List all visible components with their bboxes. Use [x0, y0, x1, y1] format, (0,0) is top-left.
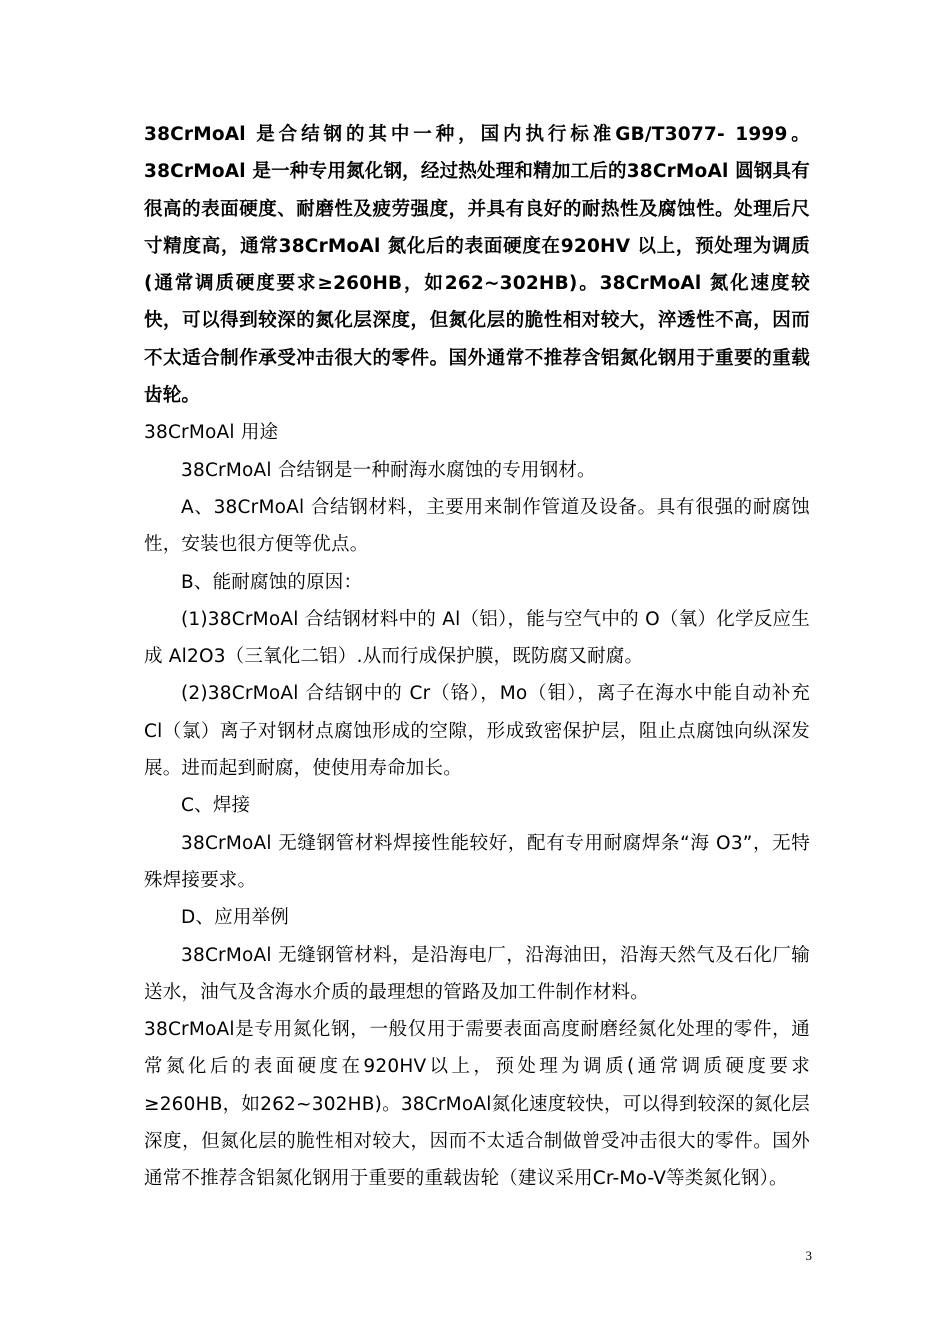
page-number: 3 [805, 1248, 812, 1263]
paragraph-item-a: A、38CrMoAl 合结钢材料，主要用来制作管道及设备。具有很强的耐腐蚀性，安装也很方便等优点。 [144, 496, 810, 556]
paragraph-item-d: D、应用举例 [181, 907, 289, 929]
document-body [144, 116, 810, 1198]
paragraph-nitriding-summary: 38CrMoAl是专用氮化钢，一般仅用于需要表面高度耐磨经氮化处理的零件，通常氮化后的表面硬度在920HV以上，预处理为调质(通常调质硬度要求≥260HB，如262~302HB)。38CrMoAl氮化速度较快，可以得到较深的氮化层深度，但氮化层的脆性相对较大，因而不太适合制做曾受冲击很大的零件。国外通常不推荐含铝氮化钢用于重要的重载齿轮（建议采用Cr-Mo-V等类氮化钢）。 [144, 1019, 810, 1190]
paragraph-application: 38CrMoAl 无缝钢管材料，是沿海电厂，沿海油田，沿海天然气及石化厂输送水，油气及含海水介质的最理想的管路及加工件制作材料。 [144, 944, 810, 1003]
paragraph-item-b: B、能耐腐蚀的原因： [181, 571, 363, 593]
paragraph-reason-1: (1)38CrMoAl 合结钢材料中的 Al（铝），能与空气中的 O（氧）化学反应生成 Al2O3（三氧化二铝）.从而行成保护膜，既防腐又耐腐。 [144, 608, 810, 668]
paragraph-reason-2: (2)38CrMoAl 合结钢中的 Cr（铬），Mo（钼），离子在海水中能自动补充 Cl（氯）离子对钢材点腐蚀形成的空隙，形成致密保护层，阻止点腐蚀向纵深发展。进而起到耐腐，使使用寿命加长。 [144, 683, 810, 780]
paragraph-usage-summary: 38CrMoAl 合结钢是一种耐海水腐蚀的专用钢材。 [181, 459, 596, 481]
paragraph-welding: 38CrMoAl 无缝钢管材料焊接性能较好，配有专用耐腐焊条“海 O3”，无特殊焊接要求。 [144, 832, 810, 891]
paragraph-item-c: C、焊接 [181, 795, 251, 817]
section-heading-usage: 38CrMoAl 用途 [144, 422, 279, 444]
paragraph-intro: 38CrMoAl 是合结钢的其中一种，国内执行标准GB/T3077- 1999。38CrMoAl 是一种专用氮化钢，经过热处理和精加工后的38CrMoAl 圆钢具有很高的表面硬度、耐磨性及疲劳强度，并具有良好的耐热性及腐蚀性。处理后尺寸精度高，通常38CrMoAl 氮化后的表面硬度在920HV 以上，预处理为调质(通常调质硬度要求≥260HB，如262~302HB)。38CrMoAl 氮化速度较快，可以得到较深的氮化层深度，但氮化层的脆性相对较大，淬透性不高，因而不太适合制作承受冲击很大的零件。国外通常不推荐含铝氮化钢用于重要的重载齿轮。 [144, 124, 810, 407]
